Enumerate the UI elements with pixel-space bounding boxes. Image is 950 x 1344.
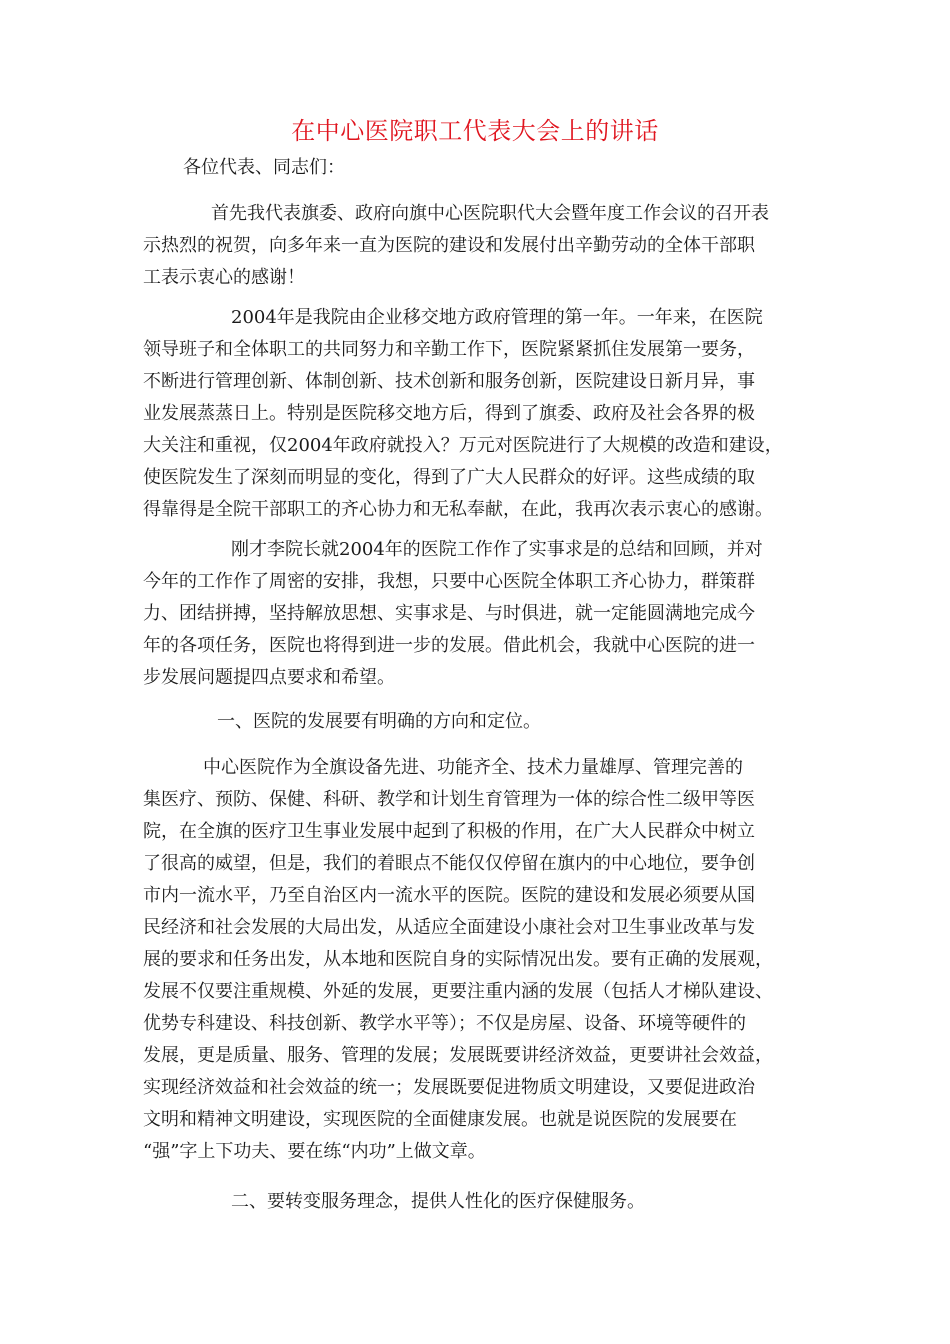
text-line: 发展，更是质量、服务、管理的发展；发展既要讲经济效益，更要讲社会效益， [143, 1045, 773, 1066]
paragraph-opening-remarks [143, 198, 823, 294]
paragraph-point-one-heading [143, 706, 823, 738]
text-line: 优势专科建设、科技创新、教学水平等）；不仅是房屋、设备、环境等硬件的 [143, 1013, 746, 1034]
text-line: 市内一流水平，乃至自治区内一流水平的医院。医院的建设和发展必须要从国 [143, 885, 755, 906]
text-line: 年的各项任务，医院也将得到进一步的发展。借此机会，我就中心医院的进一 [143, 635, 755, 656]
text-line: 工表示衷心的感谢！ [143, 267, 305, 288]
text-line: 示热烈的祝贺，向多年来一直为医院的建设和发展付出辛勤劳动的全体干部职 [143, 235, 755, 256]
text-line: 今年的工作作了周密的安排，我想，只要中心医院全体职工齐心协力，群策群 [143, 571, 755, 592]
text-line: 不断进行管理创新、体制创新、技术创新和服务创新，医院建设日新月异，事 [143, 371, 755, 392]
text-line: 民经济和社会发展的大局出发，从适应全面建设小康社会对卫生事业改革与发 [143, 917, 755, 938]
text-line: 得靠得是全院干部职工的齐心协力和无私奉献，在此，我再次表示衷心的感谢。 [143, 499, 773, 520]
text-line: 首先我代表旗委、政府向旗中心医院职代大会暨年度工作会议的召开表 [211, 203, 769, 224]
text-line: 领导班子和全体职工的共同努力和辛勤工作下，医院紧紧抓住发展第一要务， [143, 339, 755, 360]
text-line: 了很高的威望，但是，我们的着眼点不能仅仅停留在旗内的中心地位，要争创 [143, 853, 755, 874]
text-line: 院，在全旗的医疗卫生事业发展中起到了积极的作用，在广大人民群众中树立 [143, 821, 755, 842]
text-line: 中心医院作为全旗设备先进、功能齐全、技术力量雄厚、管理完善的 [203, 757, 743, 778]
text-line: 发展不仅要注重规模、外延的发展，更要注重内涵的发展（包括人才梯队建设、 [143, 981, 773, 1002]
text-line: 实现经济效益和社会效益的统一；发展既要促进物质文明建设，又要促进政治 [143, 1077, 755, 1098]
text-line: 2004年是我院由企业移交地方政府管理的第一年。一年来，在医院 [231, 307, 763, 328]
text-line: 刚才李院长就2004年的医院工作作了实事求是的总结和回顾，并对 [231, 539, 763, 560]
text-line: 集医疗、预防、保健、科研、教学和计划生育管理为一体的综合性二级甲等医 [143, 789, 755, 810]
text-line: 步发展问题提四点要求和希望。 [143, 667, 395, 688]
text-line: 文明和精神文明建设，实现医院的全面健康发展。也就是说医院的发展要在 [143, 1109, 737, 1130]
paragraph-salutation [143, 152, 823, 184]
text-line: 业发展蒸蒸日上。特别是医院移交地方后，得到了旗委、政府及社会各界的极 [143, 403, 755, 424]
paragraph-point-two-heading [143, 1186, 823, 1218]
text-line: 二、要转变服务理念，提供人性化的医疗保健服务。 [231, 1191, 645, 1212]
text-line: “强”字上下功夫、要在练“内功”上做文章。 [143, 1141, 486, 1162]
paragraph-work-summary [143, 534, 823, 694]
text-line: 力、团结拼搏，坚持解放思想、实事求是、与时俱进，就一定能圆满地完成今 [143, 603, 755, 624]
text-line: 展的要求和任务出发，从本地和医院自身的实际情况出发。要有正确的发展观， [143, 949, 773, 970]
text-line: 各位代表、同志们： [183, 157, 345, 178]
text-line: 使医院发生了深刻而明显的变化，得到了广大人民群众的好评。这些成绩的取 [143, 467, 755, 488]
document-title: 在中心医院职工代表大会上的讲话 [291, 117, 659, 145]
paragraph-achievements-2004 [143, 302, 823, 526]
text-line: 大关注和重视，仅2004年政府就投入？万元对医院进行了大规模的改造和建设， [143, 435, 783, 456]
text-line: 一、医院的发展要有明确的方向和定位。 [217, 711, 541, 732]
paragraph-point-one-body [143, 752, 823, 1168]
